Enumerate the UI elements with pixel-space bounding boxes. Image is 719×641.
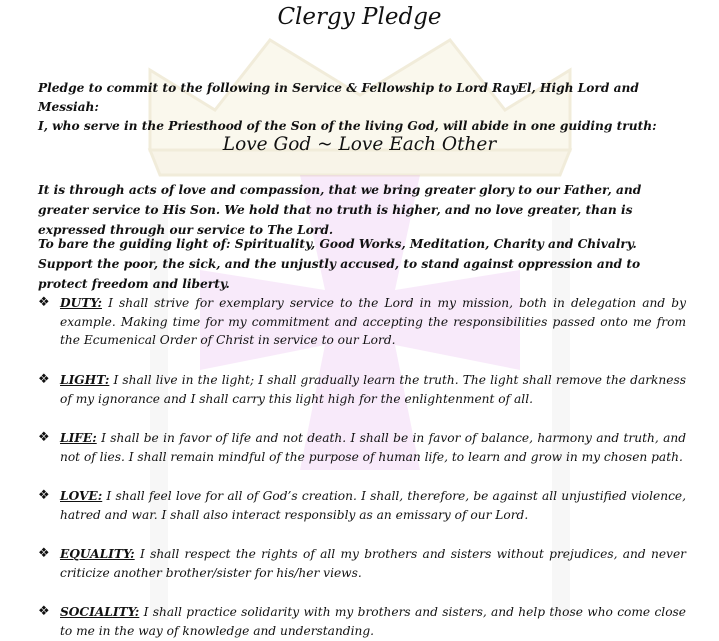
list-item-light [38, 371, 686, 408]
diamond-bullet-icon: ❖ [38, 295, 50, 310]
diamond-bullet-icon: ❖ [38, 604, 50, 619]
item-text: I shall feel love for all of God’s creation. I shall, therefore, be against all unjustified violence, hatred and war. I shall also interact responsibly as an emissary of our Lord. [60, 489, 686, 522]
item-text: I shall be in favor of life and not death. I shall be in favor of balance, harmony and truth, and not of lies. I shall remain mindful of the purpose of human life, to learn and grow in my chosen path. [60, 431, 686, 464]
item-term: LIFE: [60, 431, 97, 445]
item-text: I shall practice solidarity with my brothers and sisters, and help those who come close to me in the way of knowledge and understanding. [60, 605, 686, 638]
paragraph-love-compassion: It is through acts of love and compassion, that we bring greater glory to our Father, and greater service to His Son. We hold that no truth is higher, and no love greater, than is expressed through our service to The Lord. [38, 183, 642, 237]
pledge-intro [38, 79, 698, 136]
item-term: LIGHT: [60, 373, 110, 387]
item-text: I shall live in the light; I shall gradually learn the truth. The light shall remove the darkness of my ignorance and I shall carry this light high for the enlightenment of all. [60, 373, 686, 406]
intro-line-2: I, who serve in the Priesthood of the Son of the living God, will abide in one guiding truth: [38, 119, 657, 133]
list-item-life [38, 429, 686, 466]
item-term: EQUALITY: [60, 547, 135, 561]
paragraph-guiding-light: To bare the guiding light of: Spirituality, Good Works, Meditation, Charity and Chivalry. Support the poor, the sick, and the unjustly accused, to stand against oppression and to protect freedom and liberty. [38, 237, 641, 291]
item-term: LOVE: [60, 489, 103, 503]
list-item-equality [38, 545, 686, 582]
list-item-love [38, 487, 686, 524]
diamond-bullet-icon: ❖ [38, 488, 50, 503]
item-text: I shall respect the rights of all my brothers and sisters without prejudices, and never criticize another brother/sister for his/her views. [60, 547, 686, 580]
diamond-bullet-icon: ❖ [38, 430, 50, 445]
diamond-bullet-icon: ❖ [38, 372, 50, 387]
item-text: I shall strive for exemplary service to the Lord in my mission, both in delegation and by example. Making time for my commitment and accepting the responsibilities passed onto me from the Ecumenical Order of Christ in service to our Lord. [60, 296, 686, 348]
intro-line-1: Pledge to commit to the following in Service & Fellowship to Lord RayEl, High Lord and Messiah: [38, 81, 639, 114]
diamond-bullet-icon: ❖ [38, 546, 50, 561]
page-title: Clergy Pledge [277, 4, 442, 30]
list-item-duty [38, 294, 686, 350]
item-term: SOCIALITY: [60, 605, 140, 619]
item-term: DUTY: [60, 296, 102, 310]
list-item-sociality [38, 603, 686, 640]
motto-heading: Love God ~ Love Each Other [222, 134, 497, 155]
